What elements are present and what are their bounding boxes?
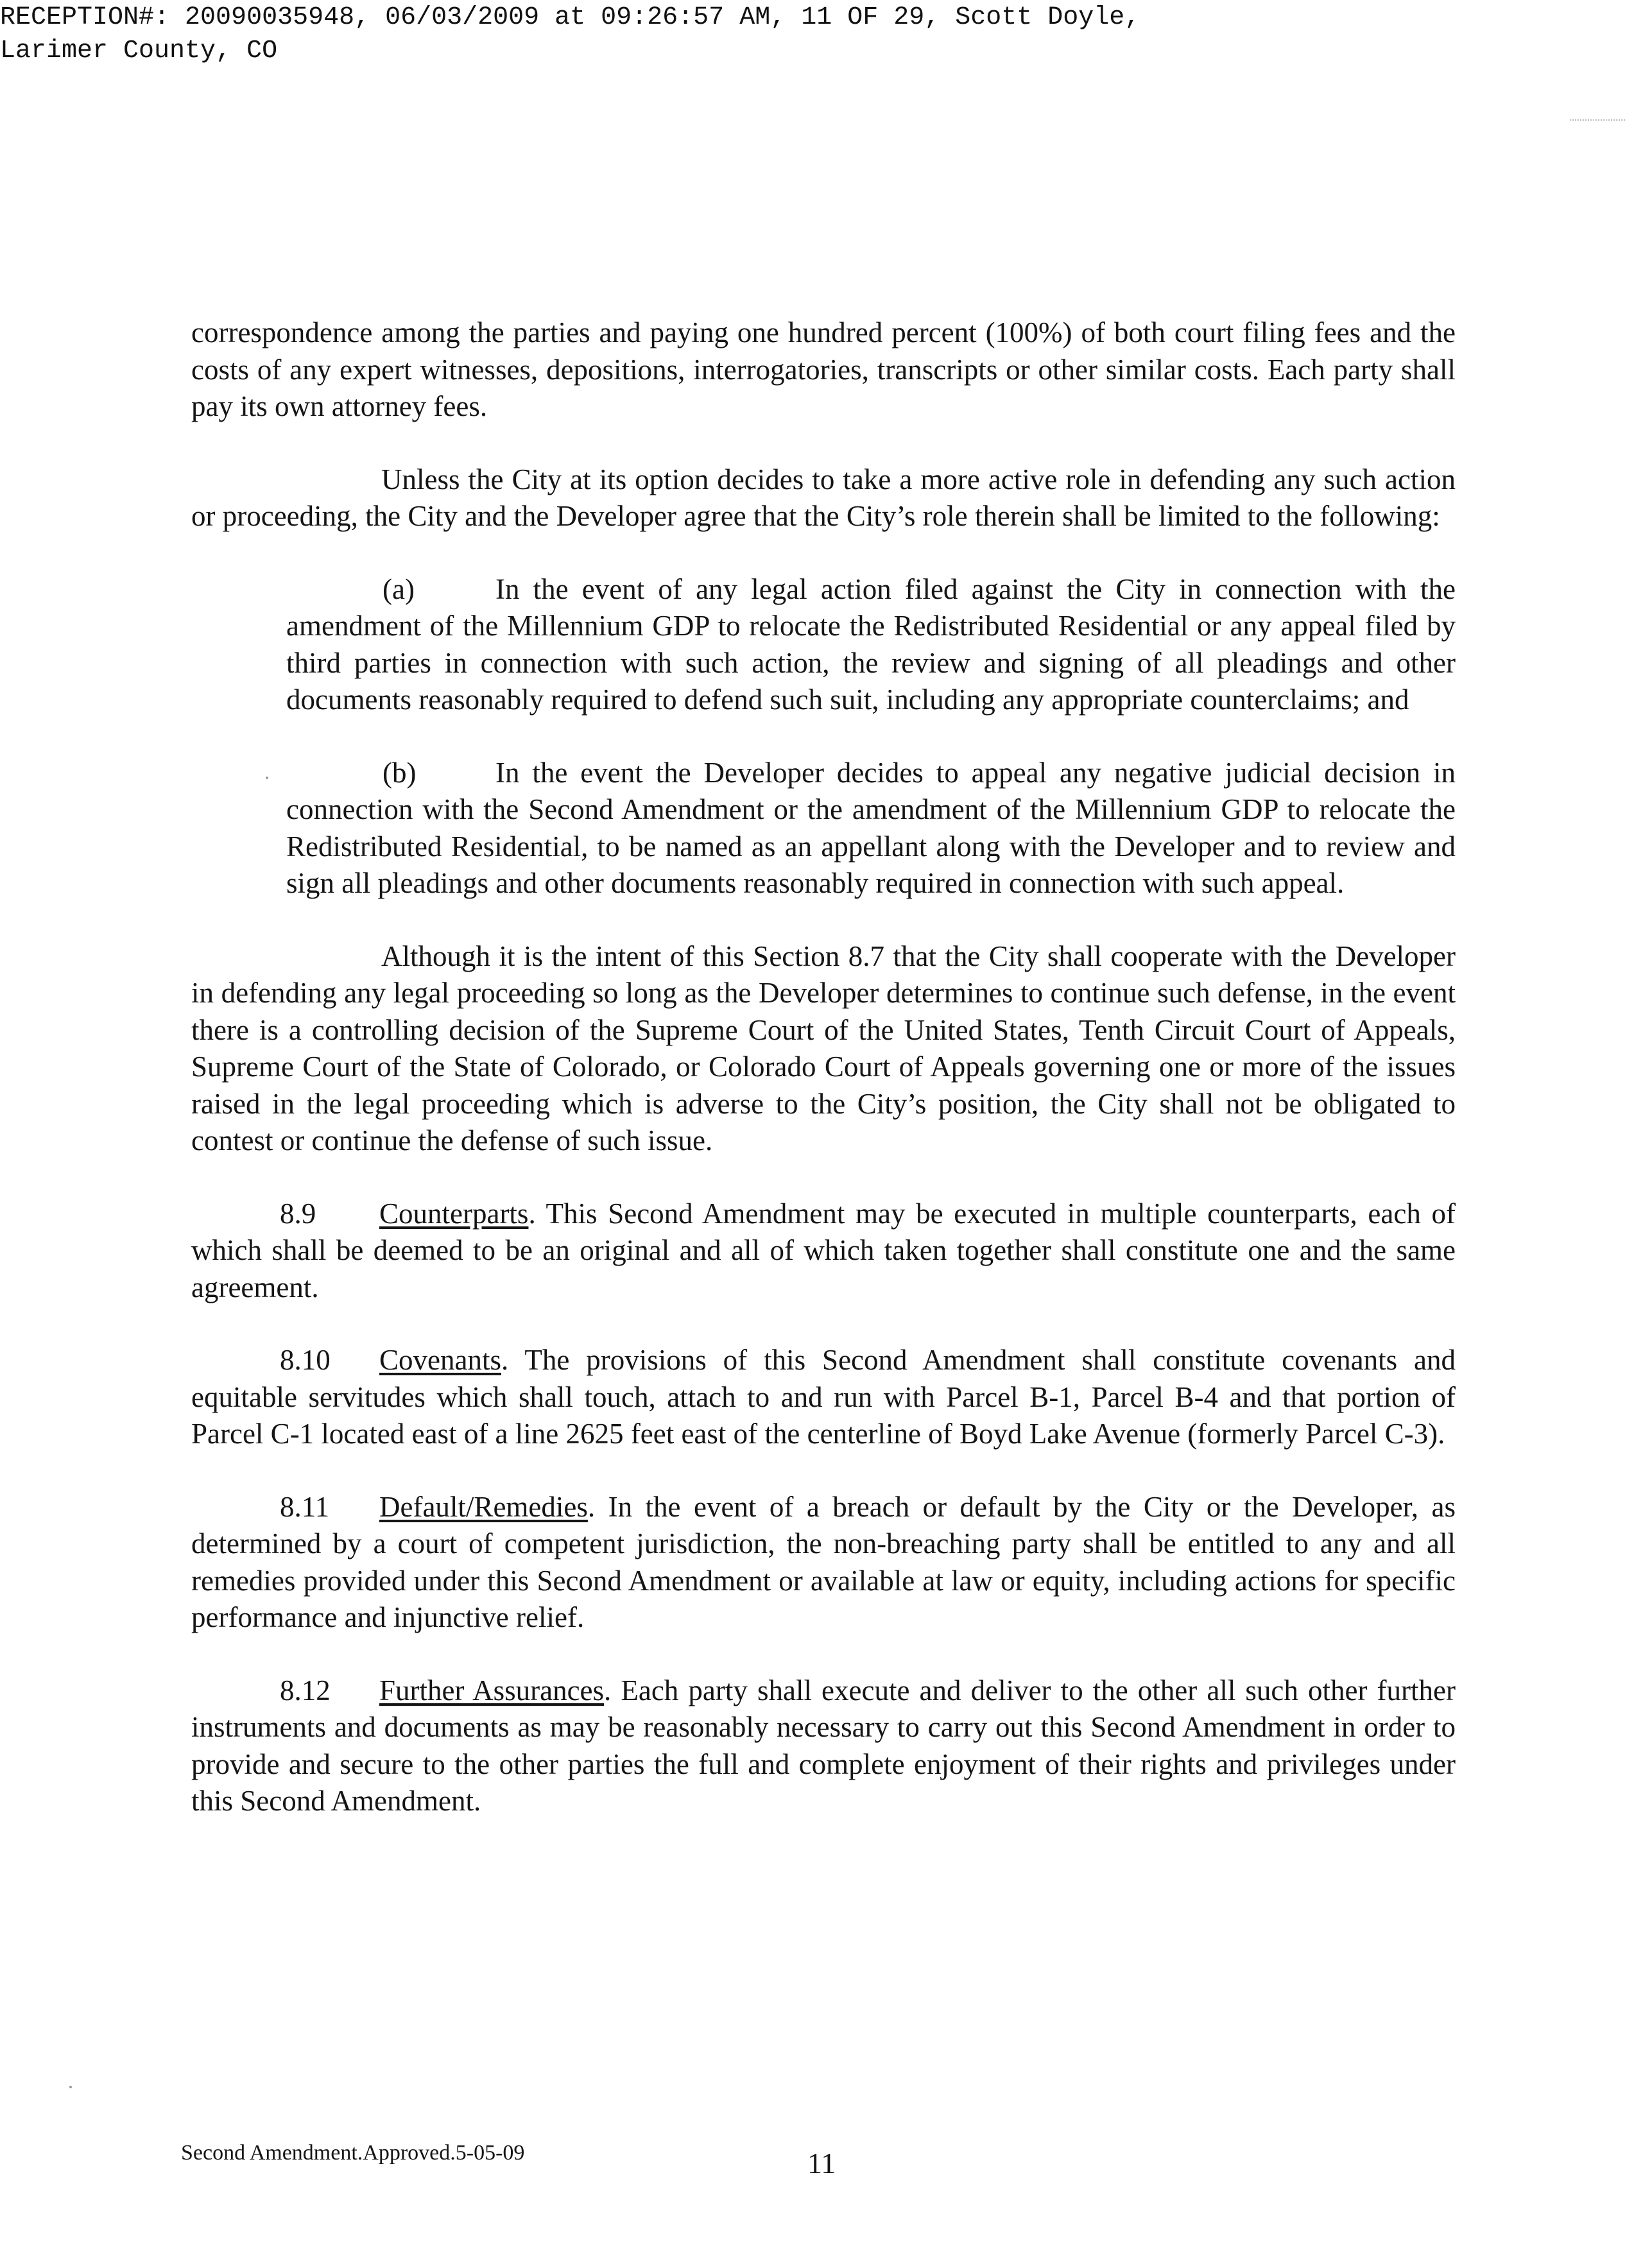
section-text: . This Second Amendment may be executed in multiple counterparts, each of which shall be deemed to be an original and all of which taken together shall constitute one and the same agreement. [191, 1197, 1456, 1303]
footer-document-name: Second Amendment.Approved.5-05-09 [181, 2141, 525, 2165]
list-item-b [286, 755, 1456, 902]
list-item-b-label: (b) [383, 756, 417, 789]
footer-page-number: 11 [807, 2147, 836, 2179]
section-number: 8.11 [280, 1490, 330, 1523]
section-number: 8.12 [280, 1674, 331, 1706]
section-heading: Counterparts [379, 1197, 529, 1230]
list-item-a-label: (a) [383, 572, 415, 605]
list-item-a-text: In the event of any legal action filed against the City in connection with the amendment of the Millennium GDP to relocate the Redistributed Residential or any appeal filed by third parties in connection with such action, the review and signing of all pleadings and other documents reasonably required to defend such suit, including any appropriate counterclaims; and [286, 572, 1456, 716]
section-text: . Each party shall execute and deliver to the other all such other further instruments and documents as may be reasonably necessary to carry out this Second Amendment in order to provide and secure to the other parties the full and complete enjoyment of their rights and privileges under this Second Amendment. [191, 1674, 1456, 1817]
reception-header [0, 1, 1140, 68]
section-number: 8.10 [280, 1344, 331, 1376]
list-item-a [286, 571, 1456, 719]
section-heading: Default/Remedies [379, 1490, 588, 1523]
reception-header-line-1: RECEPTION#: 20090035948, 06/03/2009 at 09:26:57 AM, 11 OF 29, Scott Doyle, [0, 3, 1140, 32]
section-8-10 [191, 1342, 1456, 1453]
section-text: . The provisions of this Second Amendment shall constitute covenants and equitable servitudes which shall touch, attach to and run with Parcel B-1, Parcel B-4 and that portion of Parcel C-1 located east of a line 2625 feet east of the centerline of Boyd Lake Avenue (formerly Parcel C-3). [191, 1344, 1456, 1450]
section-8-12 [191, 1672, 1456, 1820]
scan-speck [69, 2086, 72, 2088]
scan-artifact-mark [1570, 119, 1625, 121]
list-item-b-text: In the event the Developer decides to appeal any negative judicial decision in connection with the Second Amendment or the amendment of the Millennium GDP to relocate the Redistributed Residential, to be named as an appellant along with the Developer and to review and sign all pleadings and other documents reasonably required in connection with such appeal. [286, 756, 1456, 899]
section-8-9 [191, 1196, 1456, 1307]
paragraph-section-8-7-intent: Although it is the intent of this Section 8.7 that the City shall cooperate with the Developer in defending any legal proceeding so long as the Developer determines to continue such defense, in the event there is a controlling decision of the Supreme Court of the United States, Tenth Circuit Court of Appeals, Supreme Court of the State of Colorado, or Colorado Court of Appeals governing one or more of the issues raised in the legal proceeding which is adverse to the City’s position, the City shall not be obligated to contest or continue the defense of such issue. [191, 940, 1456, 1156]
reception-header-line-2: Larimer County, CO [0, 37, 278, 65]
section-8-11 [191, 1489, 1456, 1637]
paragraph-continuation: correspondence among the parties and paying one hundred percent (100%) of both court filing fees and the costs of any expert witnesses, depositions, interrogatories, transcripts or other similar costs. Each party shall pay its own attorney fees. [191, 316, 1456, 422]
section-number: 8.9 [280, 1197, 316, 1230]
section-heading: Further Assurances [379, 1674, 605, 1706]
document-body [191, 314, 1456, 1856]
paragraph-city-role: Unless the City at its option decides to take a more active role in defending any such action or proceeding, the City and the Developer agree that the City’s role therein shall be limited to the following: [191, 463, 1456, 532]
section-heading: Covenants [379, 1344, 501, 1376]
section-text: . In the event of a breach or default by the City or the Developer, as determined by a court of competent jurisdiction, the non-breaching party shall be entitled to any and all remedies provided under this Second Amendment or available at law or equity, including actions for specific performance and injunctive relief. [191, 1490, 1456, 1633]
